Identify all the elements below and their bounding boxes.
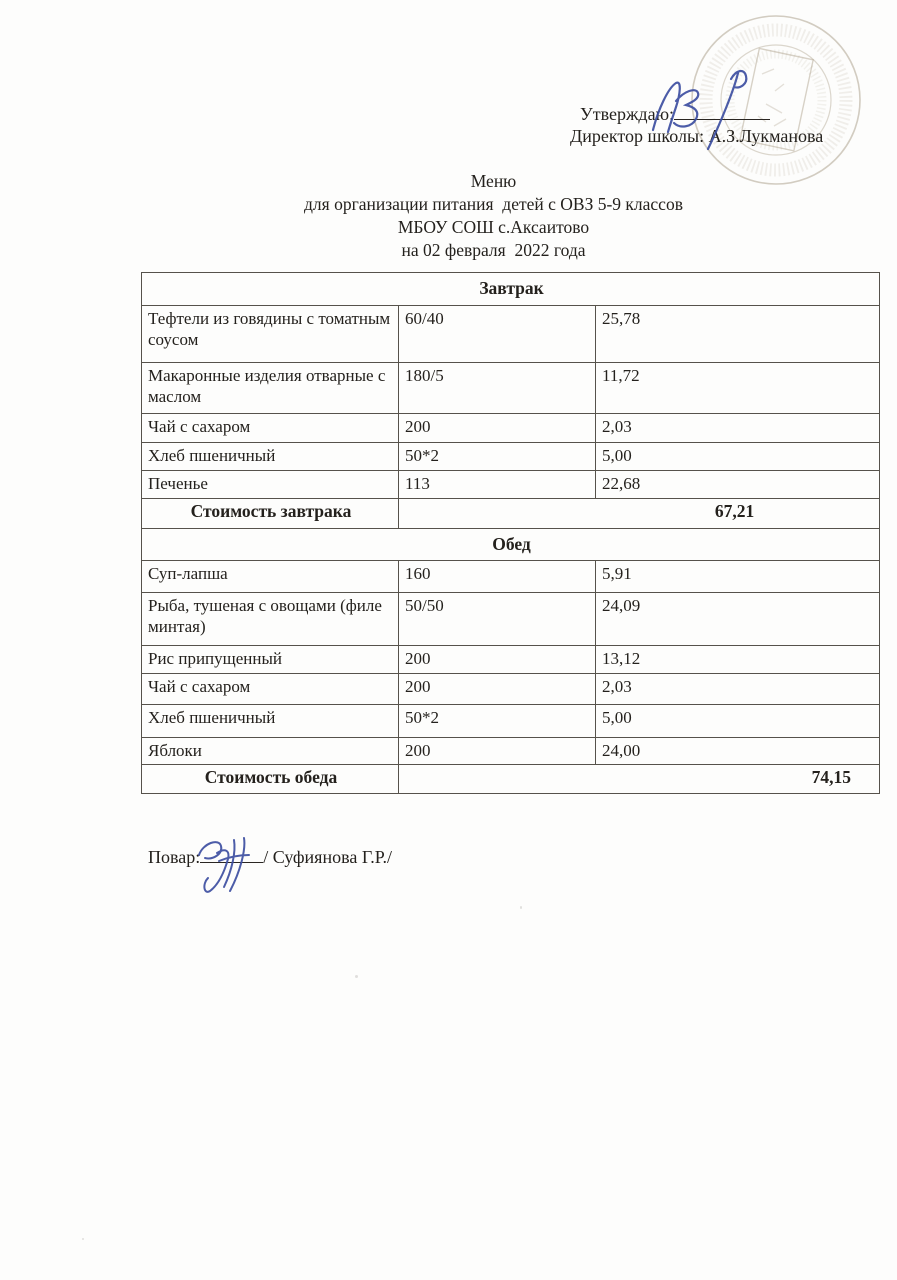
approve-label: Утверждаю: [580, 104, 675, 124]
menu-row [142, 705, 880, 738]
scan-speck [82, 1238, 84, 1240]
menu-row [142, 561, 880, 593]
menu-row [142, 443, 880, 471]
lunch-total-label: Стоимость обеда [142, 765, 399, 794]
menu-row [142, 674, 880, 705]
dish-name-cell: Макаронные изделия отварные с маслом [142, 363, 399, 414]
portion-cell: 200 [399, 738, 596, 765]
menu-row [142, 646, 880, 674]
price-cell: 2,03 [596, 674, 880, 705]
breakfast-total-value: 67,21 [399, 499, 880, 529]
title-line-2: для организации питания детей с ОВЗ 5-9 классов [304, 194, 683, 214]
title-line-4: на 02 февраля 2022 года [401, 240, 586, 260]
portion-cell: 160 [399, 561, 596, 593]
price-cell: 22,68 [596, 471, 880, 499]
price-cell: 5,00 [596, 443, 880, 471]
cook-label: Повар: [148, 847, 201, 867]
dish-name-cell: Суп-лапша [142, 561, 399, 593]
dish-name-cell: Чай с сахаром [142, 414, 399, 443]
breakfast-total-row [142, 499, 880, 529]
lunch-total-row [142, 765, 880, 794]
menu-row [142, 593, 880, 646]
dish-name-cell: Хлеб пшеничный [142, 705, 399, 738]
portion-cell: 180/5 [399, 363, 596, 414]
dish-name-cell: Хлеб пшеничный [142, 443, 399, 471]
scan-speck [520, 906, 522, 909]
price-cell: 11,72 [596, 363, 880, 414]
dish-name-cell: Рыба, тушеная с овощами (филе минтая) [142, 593, 399, 646]
cook-name: / Суфиянова Г.Р./ [263, 847, 392, 867]
dish-name-cell: Рис припущенный [142, 646, 399, 674]
portion-cell: 200 [399, 646, 596, 674]
price-cell: 13,12 [596, 646, 880, 674]
title-line-1: Меню [470, 171, 517, 191]
price-cell: 25,78 [596, 306, 880, 363]
director-line: Директор школы: А.З.Лукманова [570, 126, 824, 146]
director-signature [645, 66, 780, 159]
section-header-row [142, 529, 880, 561]
portion-cell: 200 [399, 674, 596, 705]
section-header-row [142, 273, 880, 306]
title-line-3: МБОУ СОШ с.Аксаитово [397, 217, 590, 237]
price-cell: 2,03 [596, 414, 880, 443]
lunch-total-value: 74,15 [399, 765, 880, 794]
document-title [90, 170, 897, 262]
portion-cell: 200 [399, 414, 596, 443]
section-header-lunch: Обед [142, 529, 880, 561]
dish-name-cell: Тефтели из говядины с томатным соусом [142, 306, 399, 363]
cook-signature-icon [189, 832, 265, 896]
dish-name-cell: Печенье [142, 471, 399, 499]
price-cell: 24,00 [596, 738, 880, 765]
portion-cell: 113 [399, 471, 596, 499]
portion-cell: 50*2 [399, 705, 596, 738]
director-signature-icon [645, 66, 780, 154]
portion-cell: 50/50 [399, 593, 596, 646]
menu-row [142, 306, 880, 363]
portion-cell: 60/40 [399, 306, 596, 363]
cook-line [148, 847, 392, 868]
section-header-breakfast: Завтрак [142, 273, 880, 306]
price-cell: 5,00 [596, 705, 880, 738]
breakfast-total-label: Стоимость завтрака [142, 499, 399, 529]
portion-cell: 50*2 [399, 443, 596, 471]
scan-speck [355, 975, 358, 978]
menu-table [141, 272, 880, 794]
dish-name-cell: Яблоки [142, 738, 399, 765]
dish-name-cell: Чай с сахаром [142, 674, 399, 705]
price-cell: 5,91 [596, 561, 880, 593]
cook-signature [189, 832, 265, 901]
menu-row [142, 738, 880, 765]
price-cell: 24,09 [596, 593, 880, 646]
menu-row [142, 471, 880, 499]
menu-row [142, 414, 880, 443]
menu-row [142, 363, 880, 414]
